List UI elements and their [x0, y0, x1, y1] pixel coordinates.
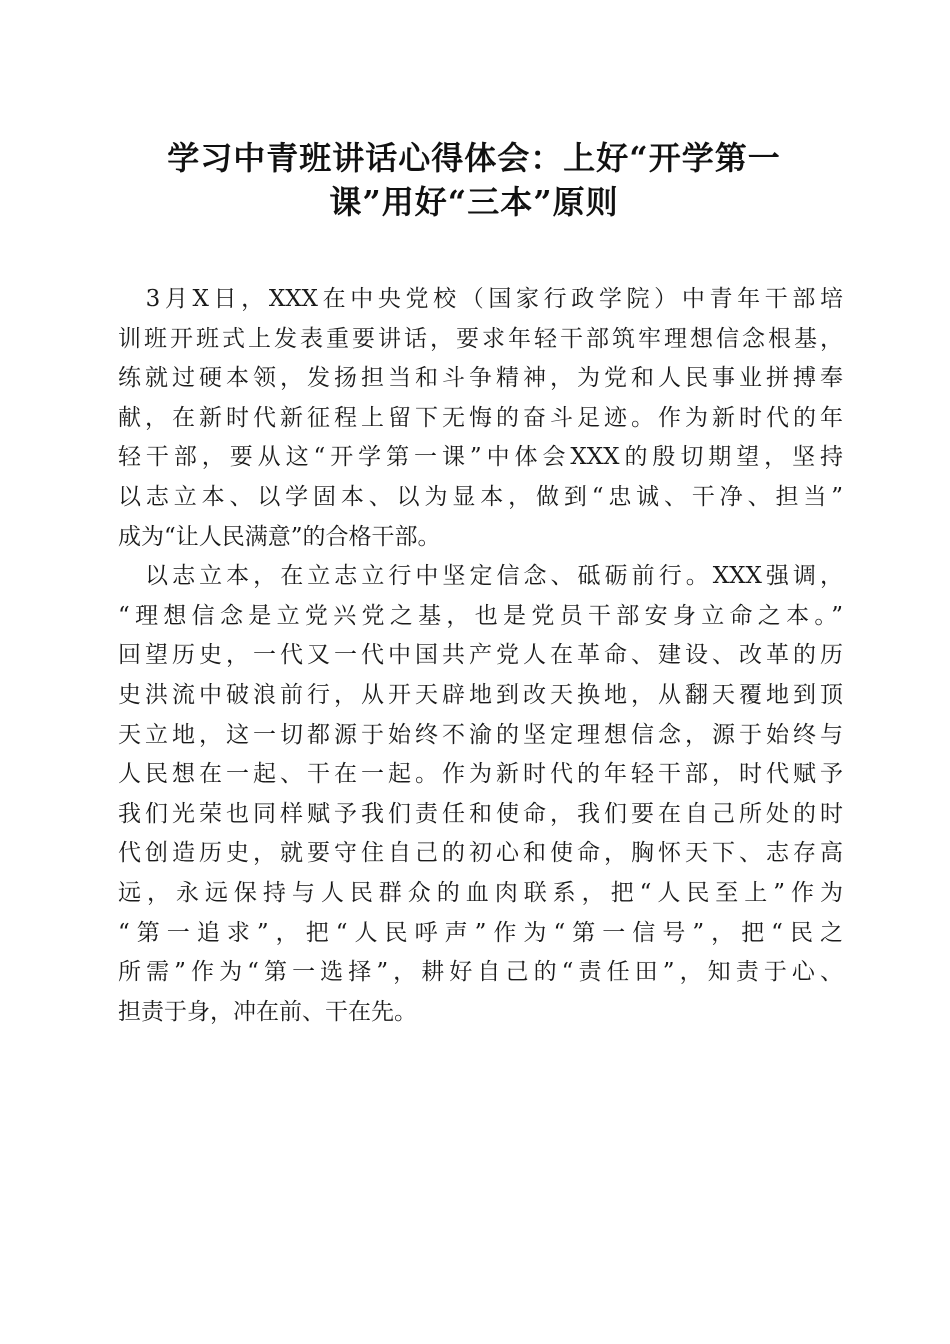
paragraph-line: 3月X日，XXX在中央党校（国家行政学院）中青年干部培 — [118, 286, 843, 312]
paragraph-line: 献，在新时代新征程上留下无悔的奋斗足迹。作为新时代的年 — [118, 404, 843, 431]
paragraph-line: 天立地，这一切都源于始终不渝的坚定理想信念，源于始终与 — [118, 721, 843, 748]
paragraph-line: 以志立本、以学固本、以为显本，做到“忠诚、干净、担当” — [118, 483, 843, 510]
paragraph-line: 成为“让人民满意”的合格干部。 — [118, 523, 441, 550]
paragraph-1 — [118, 280, 843, 557]
paragraph-line: 练就过硬本领，发扬担当和斗争精神，为党和人民事业拼搏奉 — [118, 365, 843, 392]
paragraph-line: 我们光荣也同样赋予我们责任和使命，我们要在自己所处的时 — [118, 800, 843, 827]
paragraph-line: 人民想在一起、干在一起。作为新时代的年轻干部，时代赋予 — [118, 761, 843, 788]
paragraph-line: 远，永远保持与人民群众的血肉联系，把“人民至上”作为 — [118, 879, 843, 906]
paragraph-line: 训班开班式上发表重要讲话，要求年轻干部筑牢理想信念根基， — [118, 325, 843, 352]
paragraph-line: 轻干部，要从这“开学第一课”中体会XXX的殷切期望，坚持 — [118, 444, 843, 471]
paragraph-line: 以志立本，在立志立行中坚定信念、砥砺前行。XXX强调， — [118, 563, 843, 590]
title-line-1: 学习中青班讲话心得体会：上好“开学第一 — [167, 139, 781, 177]
paragraph-line: “第一追求”，把“人民呼声”作为“第一信号”，把“民之 — [118, 919, 843, 946]
paragraph-line: “理想信念是立党兴党之基，也是党员干部安身立命之本。” — [118, 602, 843, 629]
paragraph-line: 代创造历史，就要守住自己的初心和使命，胸怀天下、志存高 — [118, 840, 843, 867]
document-title — [118, 136, 830, 224]
paragraph-line: 担责于身，冲在前、干在先。 — [118, 998, 417, 1025]
title-line-2: 课”用好“三本”原则 — [329, 183, 619, 221]
paragraph-line: 史洪流中破浪前行，从开天辟地到改天换地，从翻天覆地到顶 — [118, 681, 843, 708]
paragraph-line: 回望历史，一代又一代中国共产党人在革命、建设、改革的历 — [118, 642, 843, 669]
document-body — [118, 280, 843, 1032]
paragraph-2 — [118, 557, 843, 1032]
paragraph-line: 所需”作为“第一选择”，耕好自己的“责任田”，知责于心、 — [118, 959, 843, 986]
